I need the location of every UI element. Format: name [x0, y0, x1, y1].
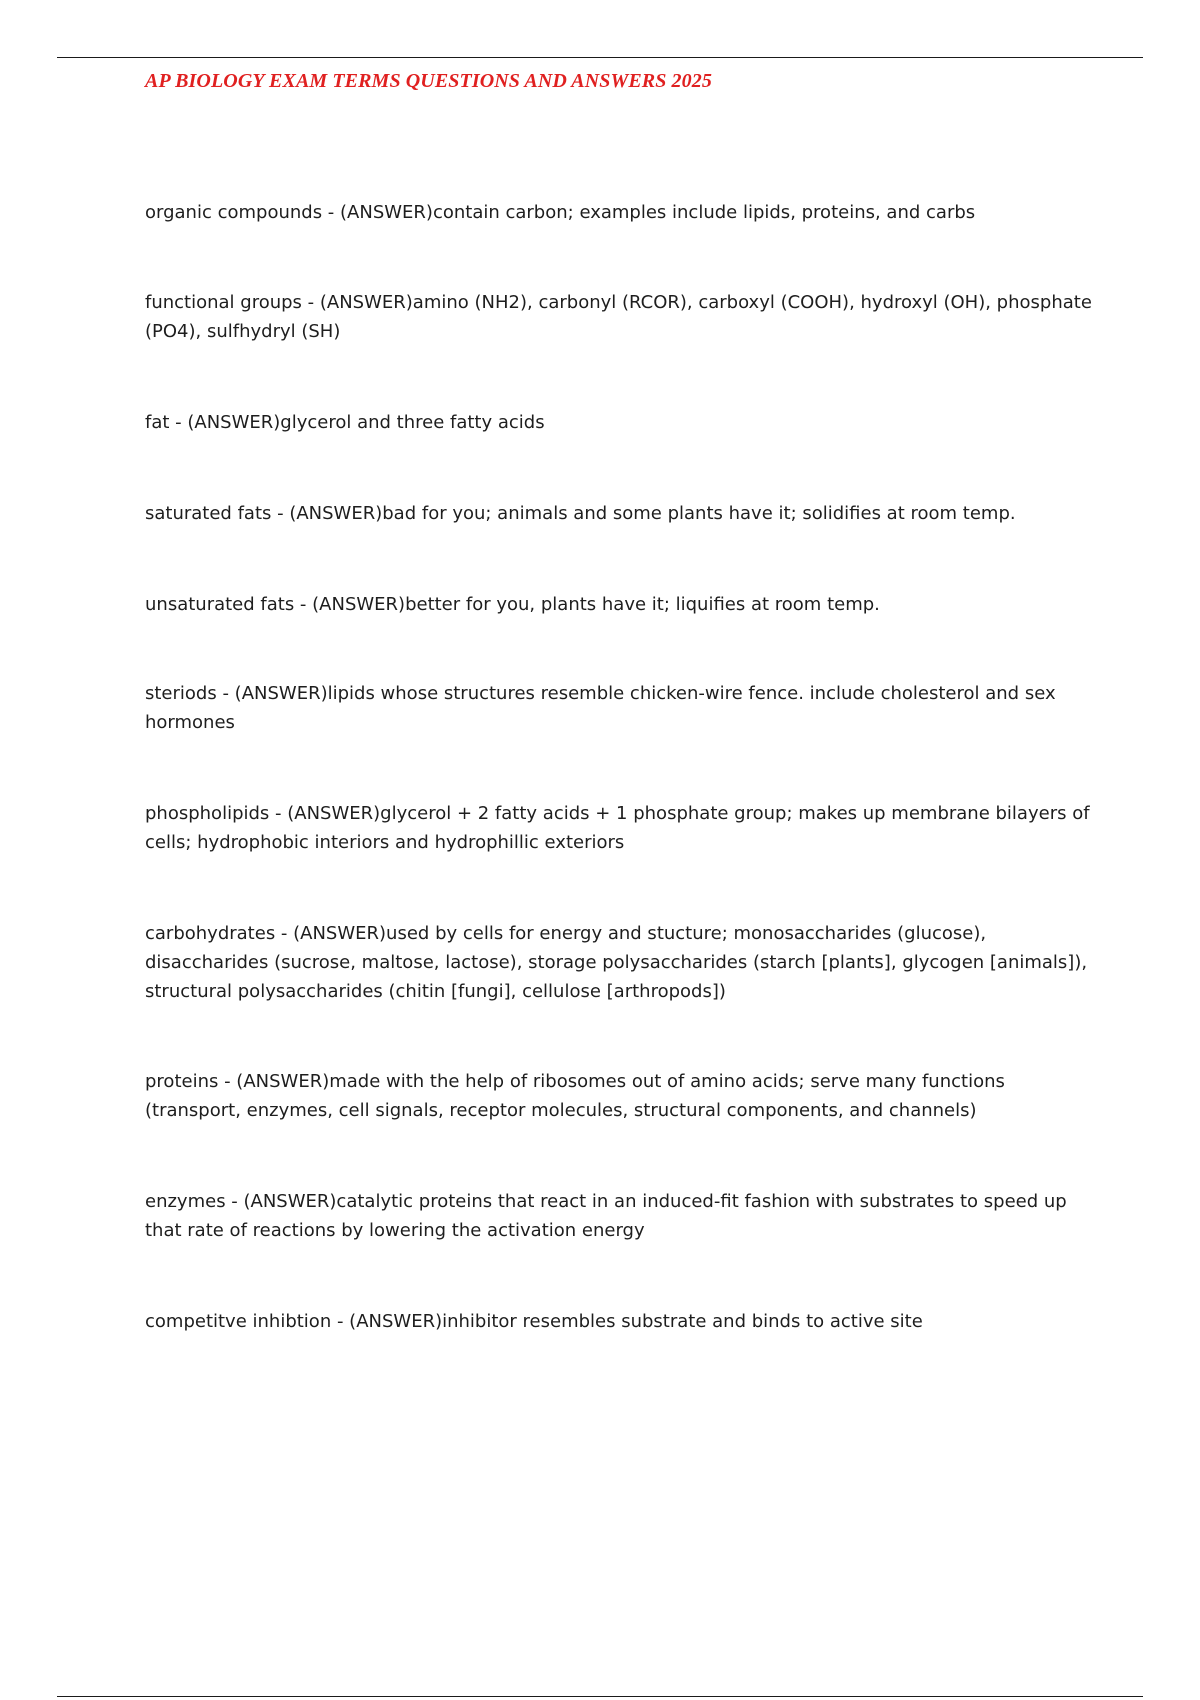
qa-entry-list: [145, 198, 1105, 1336]
qa-entry: competitve inhibtion - (ANSWER)inhibitor resembles substrate and binds to active site: [145, 1311, 923, 1332]
qa-entry: functional groups - (ANSWER)amino (NH2), carbonyl (RCOR), carboxyl (COOH), hydroxyl (OH), phosphate (PO4), sulfhydryl (SH): [145, 292, 1092, 342]
qa-entry: phospholipids - (ANSWER)glycerol + 2 fatty acids + 1 phosphate group; makes up membrane bilayers of cells; hydrophobic interiors and hydrophillic exteriors: [145, 803, 1090, 853]
header-rule: [57, 57, 1143, 58]
qa-entry: saturated fats - (ANSWER)bad for you; animals and some plants have it; solidifies at room temp.: [145, 503, 1016, 524]
qa-entry: organic compounds - (ANSWER)contain carbon; examples include lipids, proteins, and carbs: [145, 202, 976, 223]
footer-rule: [57, 1696, 1143, 1697]
qa-entry: fat - (ANSWER)glycerol and three fatty acids: [145, 412, 545, 433]
qa-entry: proteins - (ANSWER)made with the help of ribosomes out of amino acids; serve many functions (transport, enzymes, cell signals, receptor molecules, structural components, and channels): [145, 1071, 1005, 1121]
qa-entry: unsaturated fats - (ANSWER)better for you, plants have it; liquifies at room temp.: [145, 594, 880, 615]
qa-entry: carbohydrates - (ANSWER)used by cells for energy and stucture; monosaccharides (glucose), disaccharides (sucrose, maltose, lactose), storage polysaccharides (starch [plants], glycogen [animals]), structural polysaccharides (chitin [fungi], cellulose [arthropods]): [145, 923, 1088, 1002]
qa-entry: enzymes - (ANSWER)catalytic proteins that react in an induced-fit fashion with substrates to speed up that rate of reactions by lowering the activation energy: [145, 1191, 1067, 1241]
document-title: AP BIOLOGY EXAM TERMS QUESTIONS AND ANSWERS 2025: [145, 70, 712, 92]
qa-entry: steriods - (ANSWER)lipids whose structures resemble chicken-wire fence. include cholesterol and sex hormones: [145, 683, 1056, 733]
